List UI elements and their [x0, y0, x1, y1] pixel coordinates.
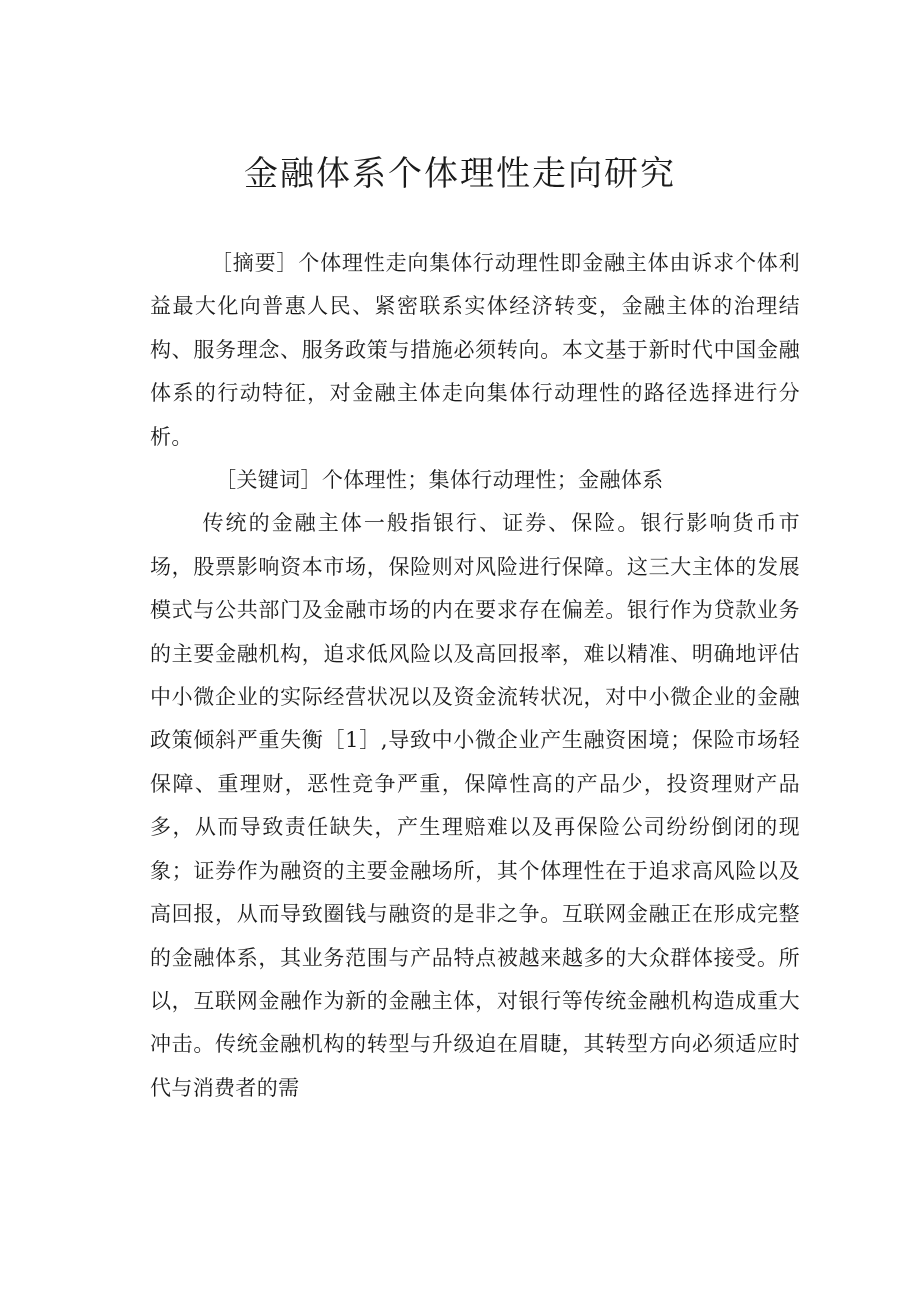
- keywords-paragraph: ［关键词］个体理性；集体行动理性；金融体系: [215, 468, 664, 493]
- document-body: [150, 242, 800, 1110]
- abstract-paragraph: ［摘要］个体理性走向集体行动理性即金融主体由诉求个体利益最大化向普惠人民、紧密联系实体经济转变，金融主体的治理结构、服务理念、服务政策与措施必须转向。本文基于新时代中国金融体系的行动特征，对金融主体走向集体行动理性的路径选择进行分析。: [150, 251, 800, 449]
- document-title: 金融体系个体理性走向研究: [244, 154, 676, 194]
- body-paragraph: 传统的金融主体一般指银行、证券、保险。银行影响货币市场，股票影响资本市场，保险则对风险进行保障。这三大主体的发展模式与公共部门及金融市场的内在要求存在偏差。银行作为贷款业务的主要金融机构，追求低风险以及高回报率，难以精准、明确地评估中小微企业的实际经营状况以及资金流转状况，对中小微企业的金融政策倾斜严重失衡［1］,导致中小微企业产生融资困境；保险市场轻保障、重理财，恶性竞争严重，保障性高的产品少，投资理财产品多，从而导致责任缺失，产生理赔难以及再保险公司纷纷倒闭的现象；证券作为融资的主要金融场所，其个体理性在于追求高风险以及高回报，从而导致圈钱与融资的是非之争。互联网金融正在形成完整的金融体系，其业务范围与产品特点被越来越多的大众群体接受。所以，互联网金融作为新的金融主体，对银行等传统金融机构造成重大冲击。传统金融机构的转型与升级迫在眉睫，其转型方向必须适应时代与消费者的需: [150, 511, 800, 1100]
